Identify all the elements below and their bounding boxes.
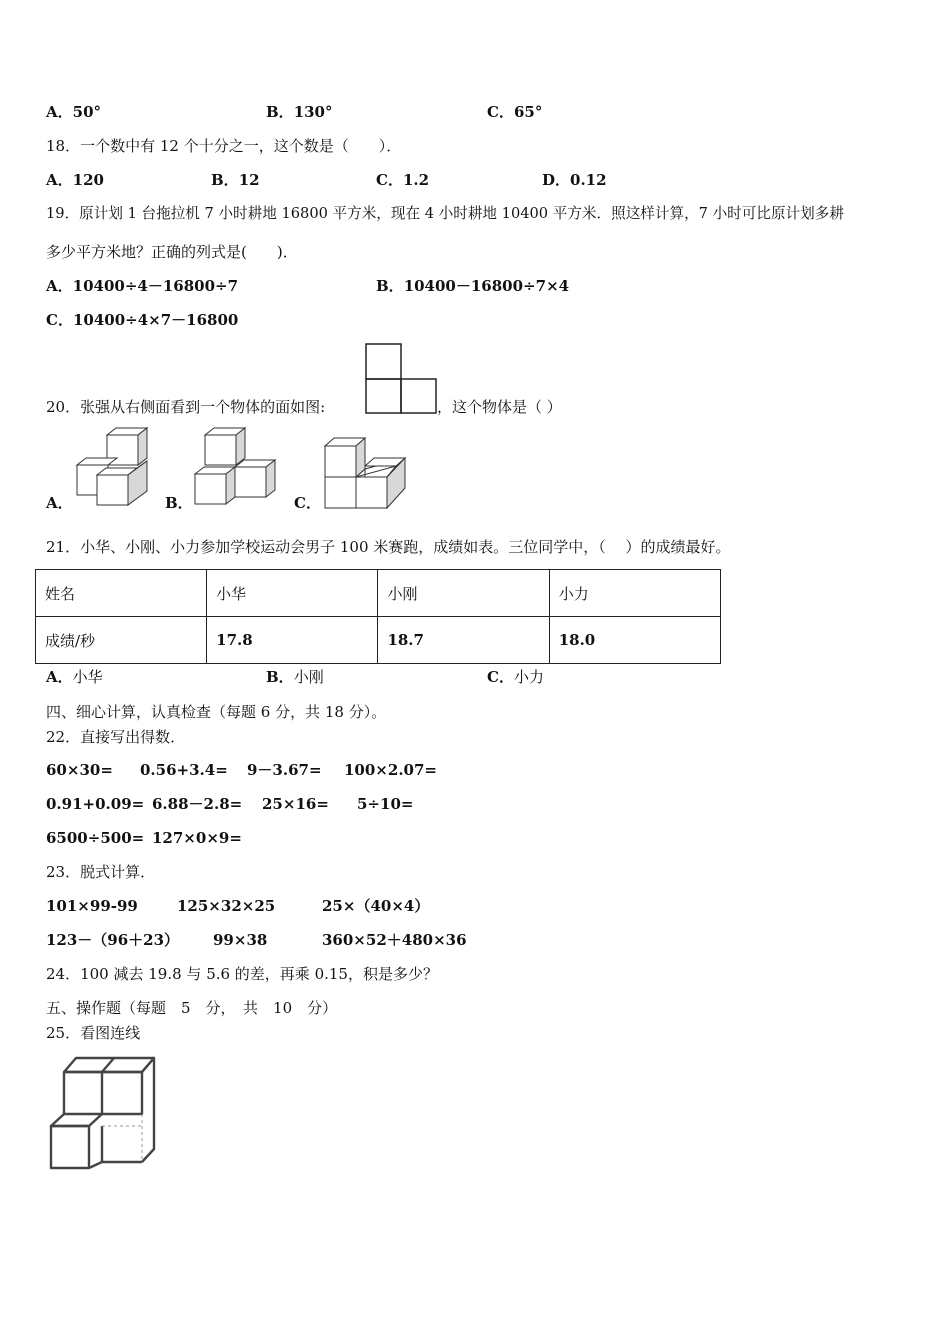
q22-item: 127×0×9= — [152, 829, 242, 847]
q20-option-b-label: B． — [165, 494, 193, 512]
table-cell: 小力 — [549, 570, 720, 617]
q23-item: 125×32×25 — [177, 897, 276, 915]
section-5-heading: 五、操作题（每题 5 分， 共 10 分） — [46, 999, 338, 1017]
q20-option-b-figure — [194, 426, 276, 508]
q25-block-figure — [46, 1055, 158, 1171]
q22-item: 60×30= — [46, 761, 113, 779]
q21-option-c: C．小力 — [487, 668, 544, 686]
section-4-heading: 四、细心计算，认真检查（每题 6 分，共 18 分）。 — [46, 703, 387, 721]
q21-option-b: B．小刚 — [266, 668, 324, 686]
table-cell: 成绩/秒 — [36, 617, 207, 664]
table-cell: 18.0 — [549, 617, 720, 664]
q21-score-table — [35, 569, 721, 664]
q17-option-a: A．50° — [46, 103, 102, 121]
table-row — [36, 617, 721, 664]
q20-stem-after: ，这个物体是（ ） — [437, 398, 562, 416]
q23-item: 360×52＋480×36 — [322, 931, 467, 949]
q23-item: 123－（96＋23） — [46, 931, 180, 949]
q22-item: 0.56+3.4= — [140, 761, 228, 779]
q22-item: 6.88－2.8= — [152, 795, 243, 813]
q19-stem-line1: 19．原计划 1 台拖拉机 7 小时耕地 16800 平方米，现在 4 小时耕地 10400 平方米．照这样计算，7 小时可比原计划多耕 — [46, 205, 844, 222]
q18-option-c: C．1.2 — [376, 171, 430, 189]
q22-item: 100×2.07= — [344, 761, 437, 779]
q25-stem: 25．看图连线 — [46, 1024, 141, 1042]
table-header-row — [36, 570, 721, 617]
q18-option-b: B．12 — [211, 171, 260, 189]
q24-stem: 24．100 减去 19.8 与 5.6 的差，再乘 0.15，积是多少？ — [46, 965, 438, 983]
q23-item: 99×38 — [213, 931, 268, 949]
q20-stem-before: 20．张强从右侧面看到一个物体的面如图: — [46, 398, 326, 416]
q19-option-c: C．10400÷4×7－16800 — [46, 311, 239, 329]
q19-option-a: A．10400÷4－16800÷7 — [46, 277, 239, 295]
q22-stem: 22．直接写出得数． — [46, 728, 186, 746]
q20-option-a-label: A． — [46, 494, 73, 512]
q23-item: 25×（40×4） — [322, 897, 430, 915]
q22-item: 0.91+0.09= — [46, 795, 145, 813]
q20-option-c-figure — [323, 436, 407, 510]
table-cell: 姓名 — [36, 570, 207, 617]
q18-stem: 18．一个数中有 12 个十分之一，这个数是（ ）． — [46, 137, 402, 155]
q18-option-d: D．0.12 — [542, 171, 607, 189]
q23-stem: 23．脱式计算． — [46, 863, 156, 881]
q23-item: 101×99-99 — [46, 897, 138, 915]
table-cell: 小刚 — [378, 570, 549, 617]
q18-option-a: A．120 — [46, 171, 104, 189]
q19-option-b: B．10400－16800÷7×4 — [376, 277, 570, 295]
q22-item: 9－3.67= — [247, 761, 322, 779]
q20-side-view-figure — [365, 343, 439, 415]
q20-option-a-figure — [76, 426, 150, 508]
table-cell: 18.7 — [378, 617, 549, 664]
q21-stem: 21．小华、小刚、小力参加学校运动会男子 100 米赛跑，成绩如表。三位同学中，（ ）的成绩最好。 — [46, 538, 731, 556]
q21-option-a: A．小华 — [46, 668, 103, 686]
q22-item: 6500÷500= — [46, 829, 145, 847]
q17-option-b: B．130° — [266, 103, 333, 121]
q20-option-c-label: C． — [294, 494, 321, 512]
q22-item: 25×16= — [262, 795, 329, 813]
table-cell: 17.8 — [207, 617, 378, 664]
q22-item: 5÷10= — [357, 795, 414, 813]
q19-stem-line2: 多少平方米地？正确的列式是( )． — [46, 243, 298, 261]
table-cell: 小华 — [207, 570, 378, 617]
q17-option-c: C．65° — [487, 103, 543, 121]
